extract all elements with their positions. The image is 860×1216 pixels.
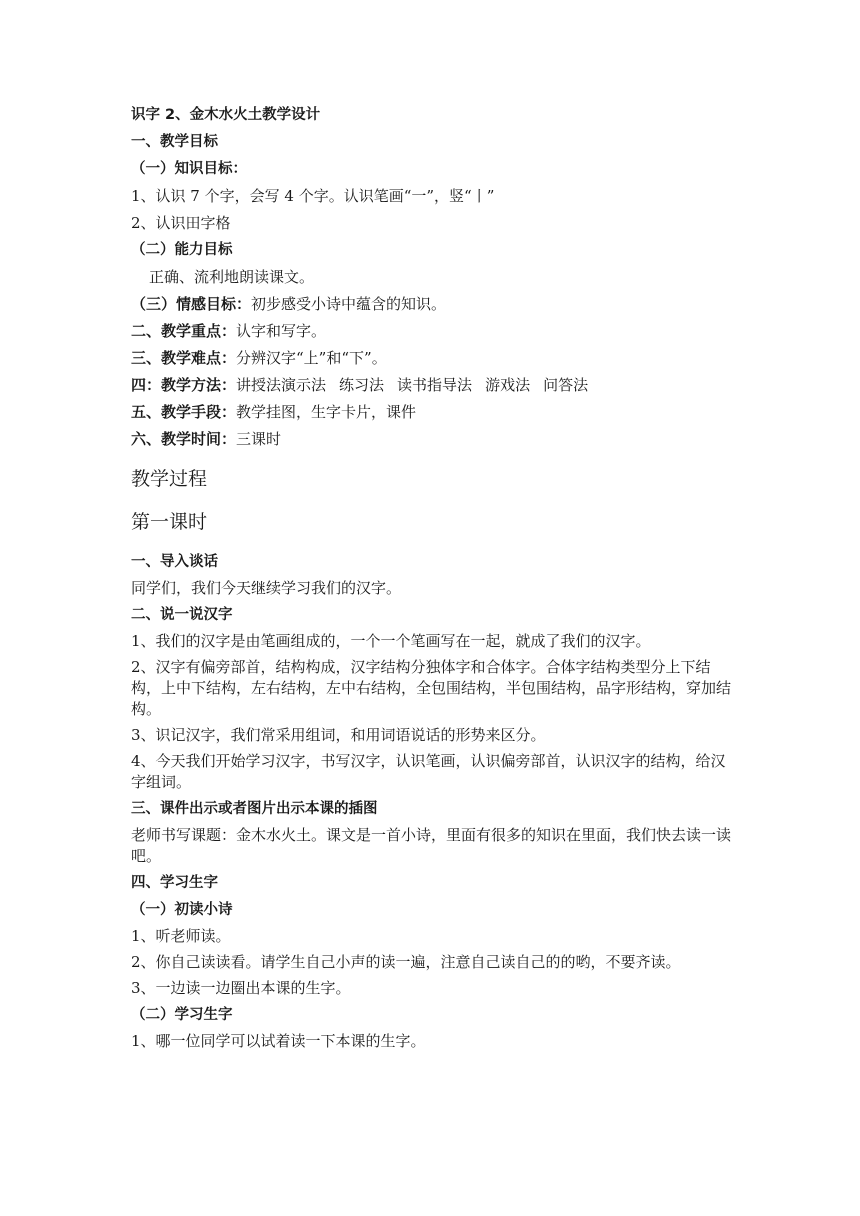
methods-label: 四：教学方法： <box>131 376 237 394</box>
part4-sub1-item-1: 1、听老师读。 <box>131 927 231 945</box>
means-line <box>131 401 731 423</box>
emotion-goal-text: 初步感受小诗中蕴含的知识。 <box>251 295 447 313</box>
part4-sub2-item-1: 1、哪一位同学可以试着读一下本课的生字。 <box>131 1032 426 1050</box>
process-heading: 教学过程 <box>131 468 208 490</box>
part1-heading: 一、导入谈话 <box>131 554 218 570</box>
emotion-goal-line <box>131 293 731 315</box>
method-item: 游戏法 <box>485 376 531 394</box>
knowledge-goal-2: 2、认识田字格 <box>131 214 231 232</box>
method-item: 读书指导法 <box>397 376 473 394</box>
emotion-goal-label: （三）情感目标： <box>131 295 252 313</box>
part4-sub1-item-2: 2、你自己读读看。请学生自己小声的读一遍，注意自己读自己的的哟，不要齐读。 <box>131 953 681 971</box>
key-points-line <box>131 320 731 342</box>
lesson1-heading: 第一课时 <box>131 511 208 533</box>
part4-sub1-heading: （一）初读小诗 <box>131 902 233 918</box>
part4-sub2-heading: （二）学习生字 <box>131 1007 233 1023</box>
time-text: 三课时 <box>236 430 282 448</box>
section-teaching-goals: 一、教学目标 <box>131 134 218 150</box>
subsection-ability-goals: （二）能力目标 <box>131 242 233 258</box>
part3-heading: 三、课件出示或者图片出示本课的插图 <box>131 801 378 817</box>
method-item: 问答法 <box>543 376 589 394</box>
method-item: 讲授法演示法 <box>236 376 327 394</box>
knowledge-goal-1: 1、认识 7 个字，会写 4 个字。认识笔画“一”，竖“丨” <box>131 187 495 205</box>
difficulties-text: 分辨汉字“上”和“下”。 <box>236 349 387 367</box>
part2-item-4: 4、今天我们开始学习汉字，书写汉字，认识笔画，认识偏旁部首，认识汉字的结构，给汉字组词。 <box>131 752 726 791</box>
key-points-label: 二、教学重点： <box>131 322 237 340</box>
part3-text: 老师书写课题：金木水火土。课文是一首小诗，里面有很多的知识在里面，我们快去读一读吧。 <box>131 826 732 865</box>
part2-item-2: 2、汉字有偏旁部首，结构构成，汉字结构分独体字和合体字。合体字结构类型分上下结构，上中下结构，左右结构，左中右结构，全包围结构，半包围结构，品字形结构，穿加结构。 <box>131 658 732 718</box>
part4-heading: 四、学习生字 <box>131 875 218 891</box>
time-line <box>131 428 731 450</box>
key-points-text: 认字和写字。 <box>236 322 327 340</box>
part2-item-1: 1、我们的汉字是由笔画组成的，一个一个笔画写在一起，就成了我们的汉字。 <box>131 632 651 650</box>
part1-text: 同学们，我们今天继续学习我们的汉字。 <box>131 579 402 597</box>
difficulties-line <box>131 347 731 369</box>
document-page <box>131 104 731 1057</box>
means-text: 教学挂图，生字卡片，课件 <box>236 403 417 421</box>
time-label: 六、教学时间： <box>131 430 237 448</box>
part4-sub1-item-3: 3、一边读一边圈出本课的生字。 <box>131 979 351 997</box>
part2-heading: 二、说一说汉字 <box>131 607 233 623</box>
document-title: 识字 2、金木水火土教学设计 <box>131 107 321 123</box>
methods-line <box>131 374 731 396</box>
difficulties-label: 三、教学难点： <box>131 349 237 367</box>
means-label: 五、教学手段： <box>131 403 237 421</box>
part2-item-3: 3、识记汉字，我们常采用组词，和用词语说话的形势来区分。 <box>131 726 546 744</box>
subsection-knowledge-goals: （一）知识目标： <box>131 161 247 177</box>
ability-goal-text: 正确、流利地朗读课文。 <box>149 268 315 286</box>
method-item: 练习法 <box>339 376 385 394</box>
